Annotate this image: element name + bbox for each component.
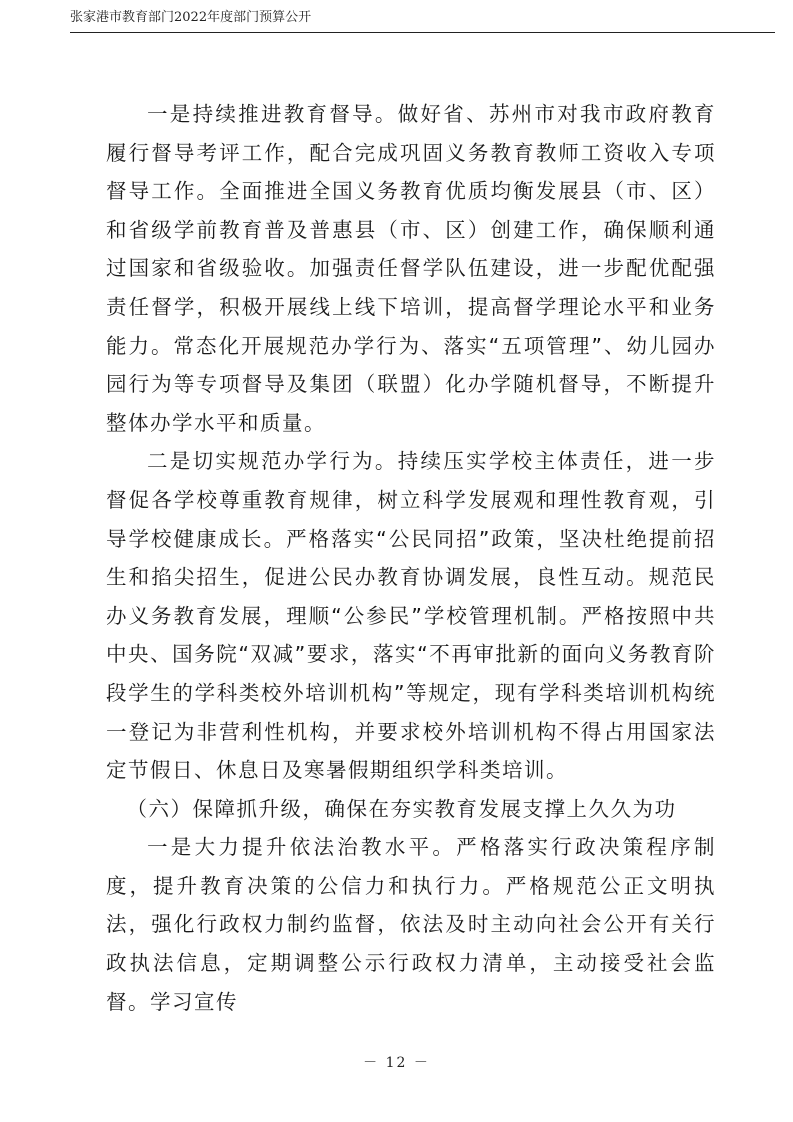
paragraph-rule-of-law: 一是大力提升依法治教水平。严格落实行政决策程序制度，提升教育决策的公信力和执行力。严格规范公正文明执法，强化行政权力制约监督，依法及时主动向社会公开有关行政执法信息，定期调整公示行政权力清单，主动接受社会监督。学习宣传 (106, 835, 716, 1014)
paragraph-school-conduct: 二是切实规范办学行为。持续压实学校主体责任，进一步督促各学校尊重教育规律，树立科学发展观和理性教育观，引导学校健康成长。严格落实“公民同招”政策，坚决杜绝提前招生和掐尖招生，促进公民办教育协调发展，良性互动。规范民办义务教育发展，理顺“公参民”学校管理机制。严格按照中共中央、国务院“双减”要求，落实“不再审批新的面向义务教育阶段学生的学科类校外培训机构”等规定，现有学科类培训机构统一登记为非营利性机构，并要求校外培训机构不得占用国家法定节假日、休息日及寒暑假期组织学科类培训。 (106, 449, 716, 783)
page-header (70, 8, 775, 33)
paragraph-education-supervision: 一是持续推进教育督导。做好省、苏州市对我市政府教育履行督导考评工作，配合完成巩固义务教育教师工资收入专项督导工作。全面推进全国义务教育优质均衡发展县（市、区）和省级学前教育普及普惠县（市、区）创建工作，确保顺利通过国家和省级验收。加强责任督学队伍建设，进一步配优配强责任督学，积极开展线上线下培训，提高督学理论水平和业务能力。常态化开展规范办学行为、落实“五项管理”、幼儿园办园行为等专项督导及集团（联盟）化办学随机督导，不断提升整体办学水平和质量。 (106, 102, 716, 435)
section-heading: （六）保障抓升级，确保在夯实教育发展支撑上久久为功 (126, 796, 677, 821)
page-number: － 12 － (363, 1055, 430, 1071)
document-body (106, 95, 716, 1021)
header-title: 张家港市教育部门2022年度部门预算公开 (70, 10, 312, 25)
